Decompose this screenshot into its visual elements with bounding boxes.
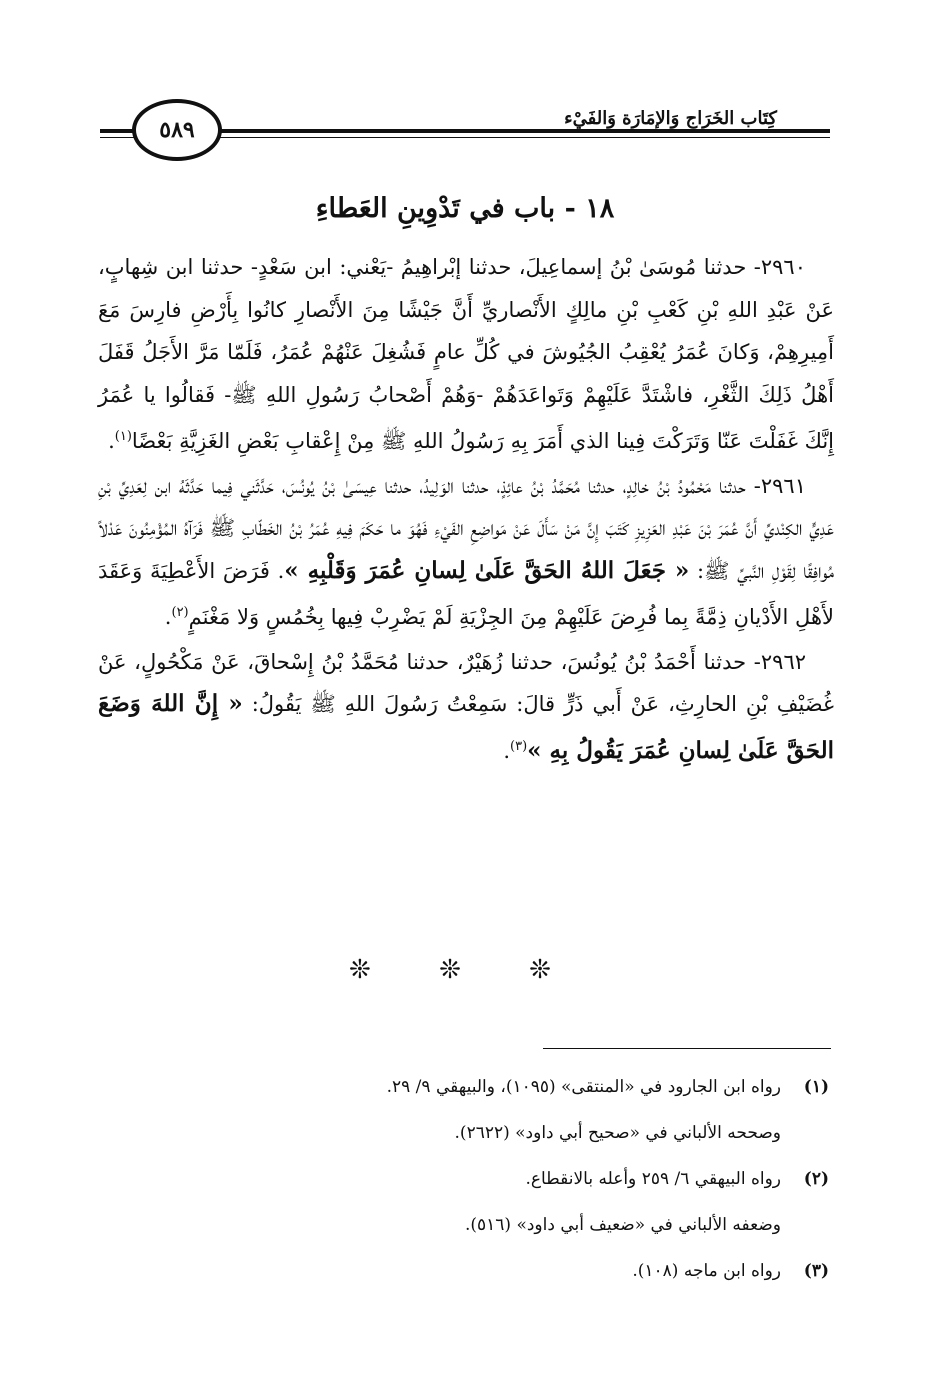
footnote-number: (٢) — [803, 1169, 829, 1189]
footnote-2 — [209, 1156, 829, 1248]
hadith-2962 — [98, 641, 834, 773]
hadith-text-continued: . فَرَضَ الأَعْطِيَةَ وَعَقَدَ لأَهْلِ الأَدْيانِ ذِمَّةً بِما فُرِضَ عَلَيْهِمْ مِنَ الجِزْيَةِ لَمْ يَضْرِبْ فِيها بِخُمُسٍ وَلا مَغْنَمٍ — [98, 558, 834, 629]
hadith-text: ٢٩٦١- حدثنا مَحْمُودُ بْنُ خالِدٍ، حدثنا مُحَمَّدُ بْنُ عائِذٍ، حدثنا الوَلِيدُ، حدثنا عِيسَىٰ بْنُ يُونُسَ، حَدَّثَني فِيما حَدَّثَهُ ابن لِعَدِيِّ بْنِ عَدِيٍّ الكِنْديِّ أَنَّ عُمَرَ بْنَ عَبْدِ العَزِيزِ كَتَبَ إِنَّ مَنْ سَأَلَ عَنْ مَواضِعِ الفَيْءِ فَهُوَ ما حَكَمَ فِيهِ عُمَرُ بْنُ الخَطّابِ ﷺ فَرَآهُ المُؤْمِنُونَ عَدْلاً مُوافِقًا لِقَوْلِ النَّبيِّ ﷺ: — [98, 473, 834, 583]
footnote-number: (١) — [803, 1077, 829, 1097]
page-header — [100, 96, 830, 166]
footnote-line: رواه ابن ماجه (١٠٨). — [632, 1261, 781, 1281]
footnote-ref-3[interactable]: (٣) — [510, 738, 528, 754]
hadith-text: ٢٩٦٢- حدثنا أَحْمَدُ بْنُ يُونُسَ، حدثنا زُهَيْرٌ، حدثنا مُحَمَّدُ بْنُ إِسْحاقَ، عَنْ مَكْحُولٍ، عَنْ غُضَيْفِ بْنِ الحارِثِ، عَنْ أَبي ذَرٍّ قالَ: سَمِعْتُ رَسُولَ اللهِ ﷺ يَقُولُ: — [98, 649, 834, 716]
hadith-2961 — [98, 465, 834, 639]
section-separator: ❊ ❊ ❊ — [349, 955, 581, 985]
footnote-line: وضعفه الألباني في «ضعيف أبي داود» (٥١٦). — [464, 1215, 781, 1235]
hadith-2960 — [98, 246, 834, 463]
page-number: ٥٨٩ — [132, 99, 222, 161]
chapter-title: ١٨ - باب في تَدْوِينِ العَطاءِ — [315, 193, 615, 224]
footnote-ref-1[interactable]: (١) — [114, 429, 132, 444]
footnote-rule — [543, 1048, 831, 1049]
footnote-line: رواه ابن الجارود في «المنتقى» (١٠٩٥)، والبيهقي ٩/ ٢٩. — [386, 1077, 781, 1097]
footnote-1 — [209, 1064, 829, 1156]
footnote-line: وصححه الألباني في «صحيح أبي داود» (٢٦٢٢). — [454, 1123, 781, 1143]
prophetic-quote: « إِنَّ اللهَ وَضَعَ الحَقَّ عَلَىٰ لِسانِ عُمَرَ يَقُولُ بِهِ » — [98, 690, 834, 764]
footnotes — [209, 1064, 829, 1294]
hadith-tail: . — [108, 429, 115, 453]
footnote-ref-2[interactable]: (٢) — [171, 605, 189, 620]
footnote-3 — [209, 1248, 829, 1294]
hadith-text: ٢٩٦٠- حدثنا مُوسَىٰ بْنُ إسماعِيلَ، حدثنا إبْراهِيمُ -يَعْني: ابن سَعْدٍ- حدثنا ابن شِهابٍ، عَنْ عَبْدِ اللهِ بْنِ كَعْبِ بْنِ مالِكٍ الأَنْصاريِّ أَنَّ جَيْشًا مِنَ الأَنْصارِ كانُوا بِأَرْضِ فارِسَ مَعَ أَمِيرِهِمْ، وَكانَ عُمَرُ يُعْقِبُ الجُيُوشَ في كُلِّ عامٍ فَشُغِلَ عَنْهُمْ عُمَرُ، فَلَمّا مَرَّ الأَجَلُ قَفَلَ أَهْلُ ذَلِكَ الثَّغْرِ، فاشْتَدَّ عَلَيْهِمْ وَتَواعَدَهُمْ -وَهُمْ أَصْحابُ رَسُولِ اللهِ ﷺ- فَقالُوا يا عُمَرُ إِنَّكَ غَفَلْتَ عَنّا وَتَرَكْتَ فِينا الذي أَمَرَ بِهِ رَسُولُ اللهِ ﷺ مِنْ إِعْقابِ بَعْضِ الغَزِيَّةِ بَعْضًا — [98, 255, 834, 453]
hadith-body — [98, 246, 834, 772]
hadith-tail: . — [164, 605, 172, 629]
prophetic-quote: « جَعَلَ اللهُ الحَقَّ عَلَىٰ لِسانِ عُمَرَ وَقَلْبِهِ » — [284, 556, 690, 584]
footnote-line: رواه البيهقي ٦/ ٢٥٩ وأعله بالانقطاع. — [525, 1169, 781, 1189]
footnote-number: (٣) — [803, 1261, 829, 1281]
hadith-tail: . — [503, 738, 510, 763]
book-title: كِتَاب الخَرَاج وَالإِمَارَة وَالفَيْء — [556, 108, 785, 129]
